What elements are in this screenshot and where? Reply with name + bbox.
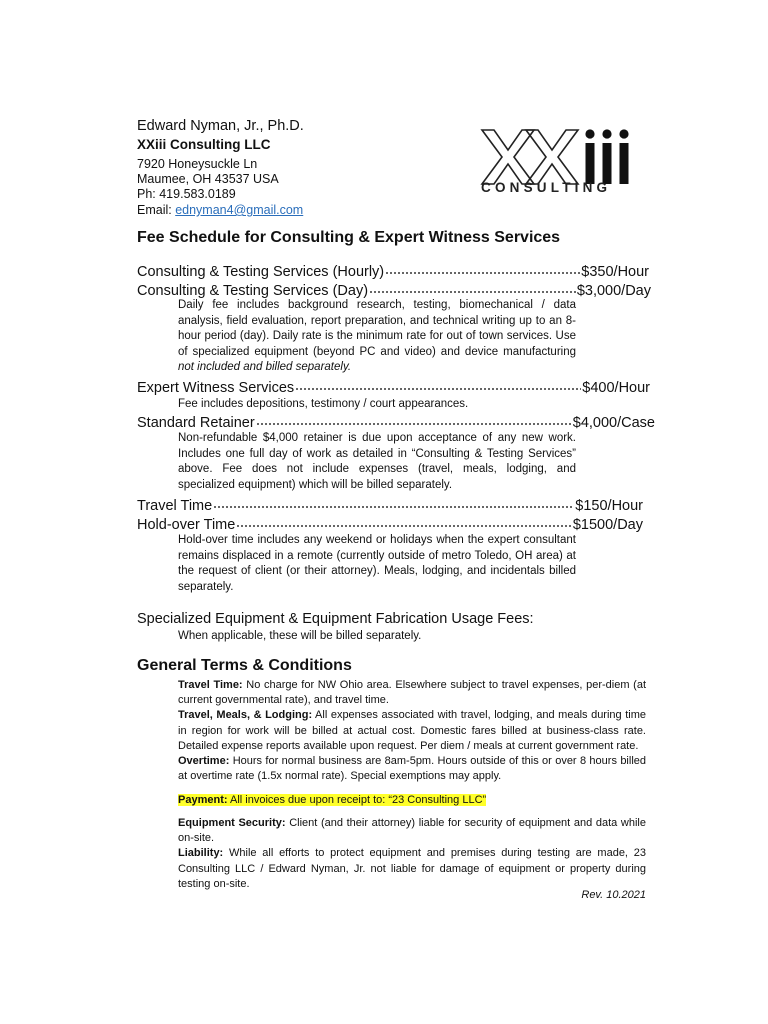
fee-price: $1500/Day: [572, 517, 643, 533]
term-text: Hours for normal business are 8am-5pm. Hours outside of this or over 8 hours billed at overtime rate (1.5x normal rate). Special exemptions may apply.: [178, 755, 646, 783]
fee-price: $400/Hour: [582, 380, 650, 396]
author-name: Edward Nyman, Jr., Ph.D.: [137, 118, 304, 134]
fee-row-standard-retainer: [137, 413, 655, 431]
fee-row-hold-over-time: [137, 515, 643, 533]
fee-label: Hold-over Time: [137, 517, 236, 533]
fee-row-consulting-hourly: [137, 262, 649, 280]
fee-row-travel-time: [137, 496, 643, 514]
term-overtime: [178, 754, 646, 784]
term-text: All invoices due upon receipt to: “23 Consulting LLC”: [227, 794, 487, 806]
term-text: Client (and their attorney) liable for security of equipment and data while on-site.: [178, 817, 646, 845]
term-travel-meals-lodging: [178, 708, 646, 754]
equipment-fees-note: When applicable, these will be billed separately.: [178, 630, 422, 642]
term-label: Payment:: [178, 794, 228, 806]
term-travel-time: [178, 678, 646, 708]
logo-caption: CONSULTING: [481, 180, 612, 195]
email-link[interactable]: ednyman4@gmail.com: [175, 203, 304, 217]
fee-price: $4,000/Case: [572, 415, 655, 431]
dot-leader: [213, 495, 574, 509]
term-text: All expenses associated with travel, lodging, and meals during time in region for work will be billed at actual cost. Domestic fares billed at business-class rate. Detailed expense reports available upon request. Per diem / meals at current government rate.: [178, 709, 646, 752]
fee-description-expert-witness: Fee includes depositions, testimony / court appearances.: [178, 398, 469, 410]
term-label: Travel Time:: [178, 679, 243, 691]
term-label: Overtime:: [178, 755, 230, 768]
email-label: Email:: [137, 203, 176, 217]
fee-row-consulting-day: [137, 281, 651, 299]
fee-label: Expert Witness Services: [137, 380, 295, 396]
terms-block-2: [178, 816, 646, 892]
term-text: While all efforts to protect equipment and premises during testing are made, 23 Consulting LLC / Edward Nyman, Jr. not liable for damage of equipment or property during testing on-site.: [178, 847, 646, 890]
term-label: Equipment Security:: [178, 817, 286, 829]
fee-description-standard-retainer: Non-refundable $4,000 retainer is due upon acceptance of any new work. Includes one full day of work as detailed in “Consulting & Testing Services” above. Fee does not include expenses (travel, meals, lodging, and specialized equipment) which will be billed separately.: [178, 432, 576, 491]
fee-price: $150/Hour: [575, 498, 643, 514]
fee-price: $350/Hour: [581, 264, 649, 280]
company-name: XXiii Consulting LLC: [137, 137, 271, 152]
term-payment: [178, 793, 646, 808]
dot-leader: [369, 280, 576, 294]
dot-leader: [236, 514, 572, 528]
revision-label: Rev. 10.2021: [581, 889, 646, 901]
term-label: Travel, Meals, & Lodging:: [178, 709, 313, 722]
fee-schedule-title: Fee Schedule for Consulting & Expert Witness Services: [137, 229, 561, 246]
fee-description-text: Daily fee includes background research, testing, biomechanical / data analysis, field evaluation, report preparation, and technical writing up to an 8-hour period (day). Daily rate is the minimum rate for out of town services. Use of specialized equipment (beyond PC and video) and device manufacturing: [178, 299, 576, 358]
email-line: [137, 202, 303, 218]
term-equipment-security: [178, 816, 646, 846]
dot-leader: [256, 412, 572, 426]
address-line-1: 7920 Honeysuckle Ln: [137, 157, 258, 171]
fee-label: Consulting & Testing Services (Day): [137, 283, 369, 299]
fee-description-italic: not included and billed separately.: [178, 361, 352, 373]
fee-label: Travel Time: [137, 498, 213, 514]
term-text: No charge for NW Ohio area. Elsewhere subject to travel expenses, per-diem (at current governmental rate), and travel time.: [178, 679, 646, 707]
phone-number: Ph: 419.583.0189: [137, 187, 236, 201]
term-label: Liability:: [178, 847, 224, 860]
terms-block: [178, 678, 646, 784]
term-liability: [178, 846, 646, 892]
dot-leader: [385, 261, 580, 275]
address-line-2: Maumee, OH 43537 USA: [137, 172, 279, 186]
fee-row-expert-witness: [137, 378, 650, 396]
fee-price: $3,000/Day: [576, 283, 651, 299]
fee-description-consulting-day: [178, 298, 576, 376]
fee-description-hold-over-time: Hold-over time includes any weekend or holidays when the expert consultant remains displaced in a remote (currently outside of metro Toledo, OH area) at the request of client (or their attorney). Meals, lodging, and incidentals billed separately.: [178, 534, 576, 593]
dot-leader: [295, 377, 581, 391]
fee-label: Consulting & Testing Services (Hourly): [137, 264, 385, 280]
equipment-fees-title: Specialized Equipment & Equipment Fabrication Usage Fees:: [137, 611, 534, 627]
fee-label: Standard Retainer: [137, 415, 255, 431]
terms-title: General Terms & Conditions: [137, 657, 352, 674]
